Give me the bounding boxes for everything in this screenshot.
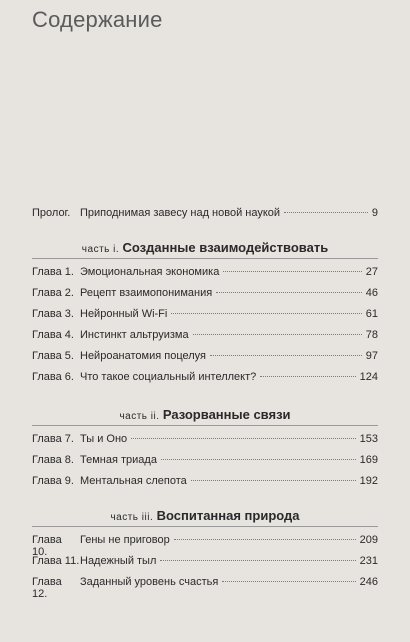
toc-entry-chapter-10[interactable] [32, 534, 378, 558]
chapter-label: Глава 1. [32, 266, 74, 278]
chapter-page: 124 [359, 371, 378, 383]
dot-leader [191, 480, 356, 481]
toc-entry-chapter-3[interactable] [32, 308, 378, 329]
chapter-title: Ты и Оно [80, 433, 128, 445]
dot-leader [284, 212, 368, 213]
chapter-title: Темная триада [80, 454, 157, 466]
chapter-label: Глава 9. [32, 475, 74, 487]
chapter-page: 97 [365, 350, 378, 362]
dot-leader [222, 581, 355, 582]
divider [32, 425, 378, 426]
part-heading-1 [0, 240, 410, 255]
chapter-page: 27 [365, 266, 378, 278]
prologue-page: 9 [371, 207, 378, 219]
dot-leader [174, 539, 356, 540]
dot-leader [216, 292, 362, 293]
toc-entry-chapter-8[interactable] [32, 454, 378, 475]
chapter-page: 153 [359, 433, 378, 445]
dot-leader [210, 355, 362, 356]
chapter-label: Глава 7. [32, 433, 74, 445]
chapter-label: Глава 3. [32, 308, 74, 320]
part-label: часть iii. [110, 512, 154, 523]
chapter-label: Глава 6. [32, 371, 74, 383]
dot-leader [193, 334, 362, 335]
divider [32, 526, 378, 527]
dot-leader [161, 459, 356, 460]
chapter-title: Гены не приговор [80, 534, 170, 546]
part-heading-2 [0, 407, 410, 422]
dot-leader [260, 376, 355, 377]
toc-entry-chapter-12[interactable] [32, 576, 378, 600]
divider [32, 258, 378, 259]
toc-entry-chapter-2[interactable] [32, 287, 378, 308]
toc-entry-chapter-9[interactable] [32, 475, 378, 496]
toc-entry-prologue[interactable] [32, 207, 378, 219]
part-label: часть i. [81, 244, 120, 255]
toc-entry-chapter-5[interactable] [32, 350, 378, 371]
chapter-page: 46 [365, 287, 378, 299]
chapter-list-part-2 [32, 433, 378, 496]
chapter-label: Глава 4. [32, 329, 74, 341]
part-heading-3 [0, 508, 410, 523]
dot-leader [223, 271, 361, 272]
dot-leader [171, 313, 361, 314]
prologue-label: Пролог. [32, 207, 71, 219]
chapter-title: Заданный уровень счастья [80, 576, 219, 588]
chapter-title: Эмоциональная экономика [80, 266, 220, 278]
dot-leader [131, 438, 355, 439]
chapter-page: 78 [365, 329, 378, 341]
prologue-title: Приподнимая завесу над новой наукой [80, 207, 281, 219]
chapter-title: Надежный тыл [80, 555, 157, 567]
chapter-label: Глава 5. [32, 350, 74, 362]
page-title: Содержание [32, 7, 163, 32]
toc-entry-chapter-1[interactable] [32, 266, 378, 287]
chapter-page: 192 [359, 475, 378, 487]
dot-leader [160, 560, 355, 561]
chapter-title: Инстинкт альтруизма [80, 329, 189, 341]
chapter-label: Глава 12. [32, 576, 62, 600]
chapter-page: 61 [365, 308, 378, 320]
chapter-list-part-1 [32, 266, 378, 392]
chapter-page: 169 [359, 454, 378, 466]
part-label: часть ii. [119, 411, 160, 422]
chapter-list-part-3 [32, 534, 378, 600]
chapter-label: Глава 11. [32, 555, 80, 567]
part-name: Созданные взаимодействовать [122, 240, 329, 255]
part-name: Воспитанная природа [156, 508, 300, 523]
chapter-page: 209 [359, 534, 378, 546]
chapter-page: 246 [359, 576, 378, 588]
toc-entry-chapter-6[interactable] [32, 371, 378, 392]
toc-entry-chapter-4[interactable] [32, 329, 378, 350]
chapter-title: Нейронный Wi-Fi [80, 308, 168, 320]
chapter-label: Глава 10. [32, 534, 62, 558]
chapter-title: Рецепт взаимопонимания [80, 287, 213, 299]
chapter-label: Глава 2. [32, 287, 74, 299]
chapter-page: 231 [359, 555, 378, 567]
part-name: Разорванные связи [162, 407, 291, 422]
toc-entry-chapter-11[interactable] [32, 555, 378, 576]
chapter-label: Глава 8. [32, 454, 74, 466]
chapter-title: Нейроанатомия поцелуя [80, 350, 207, 362]
chapter-title: Что такое социальный интеллект? [80, 371, 257, 383]
chapter-title: Ментальная слепота [80, 475, 187, 487]
toc-entry-chapter-7[interactable] [32, 433, 378, 454]
